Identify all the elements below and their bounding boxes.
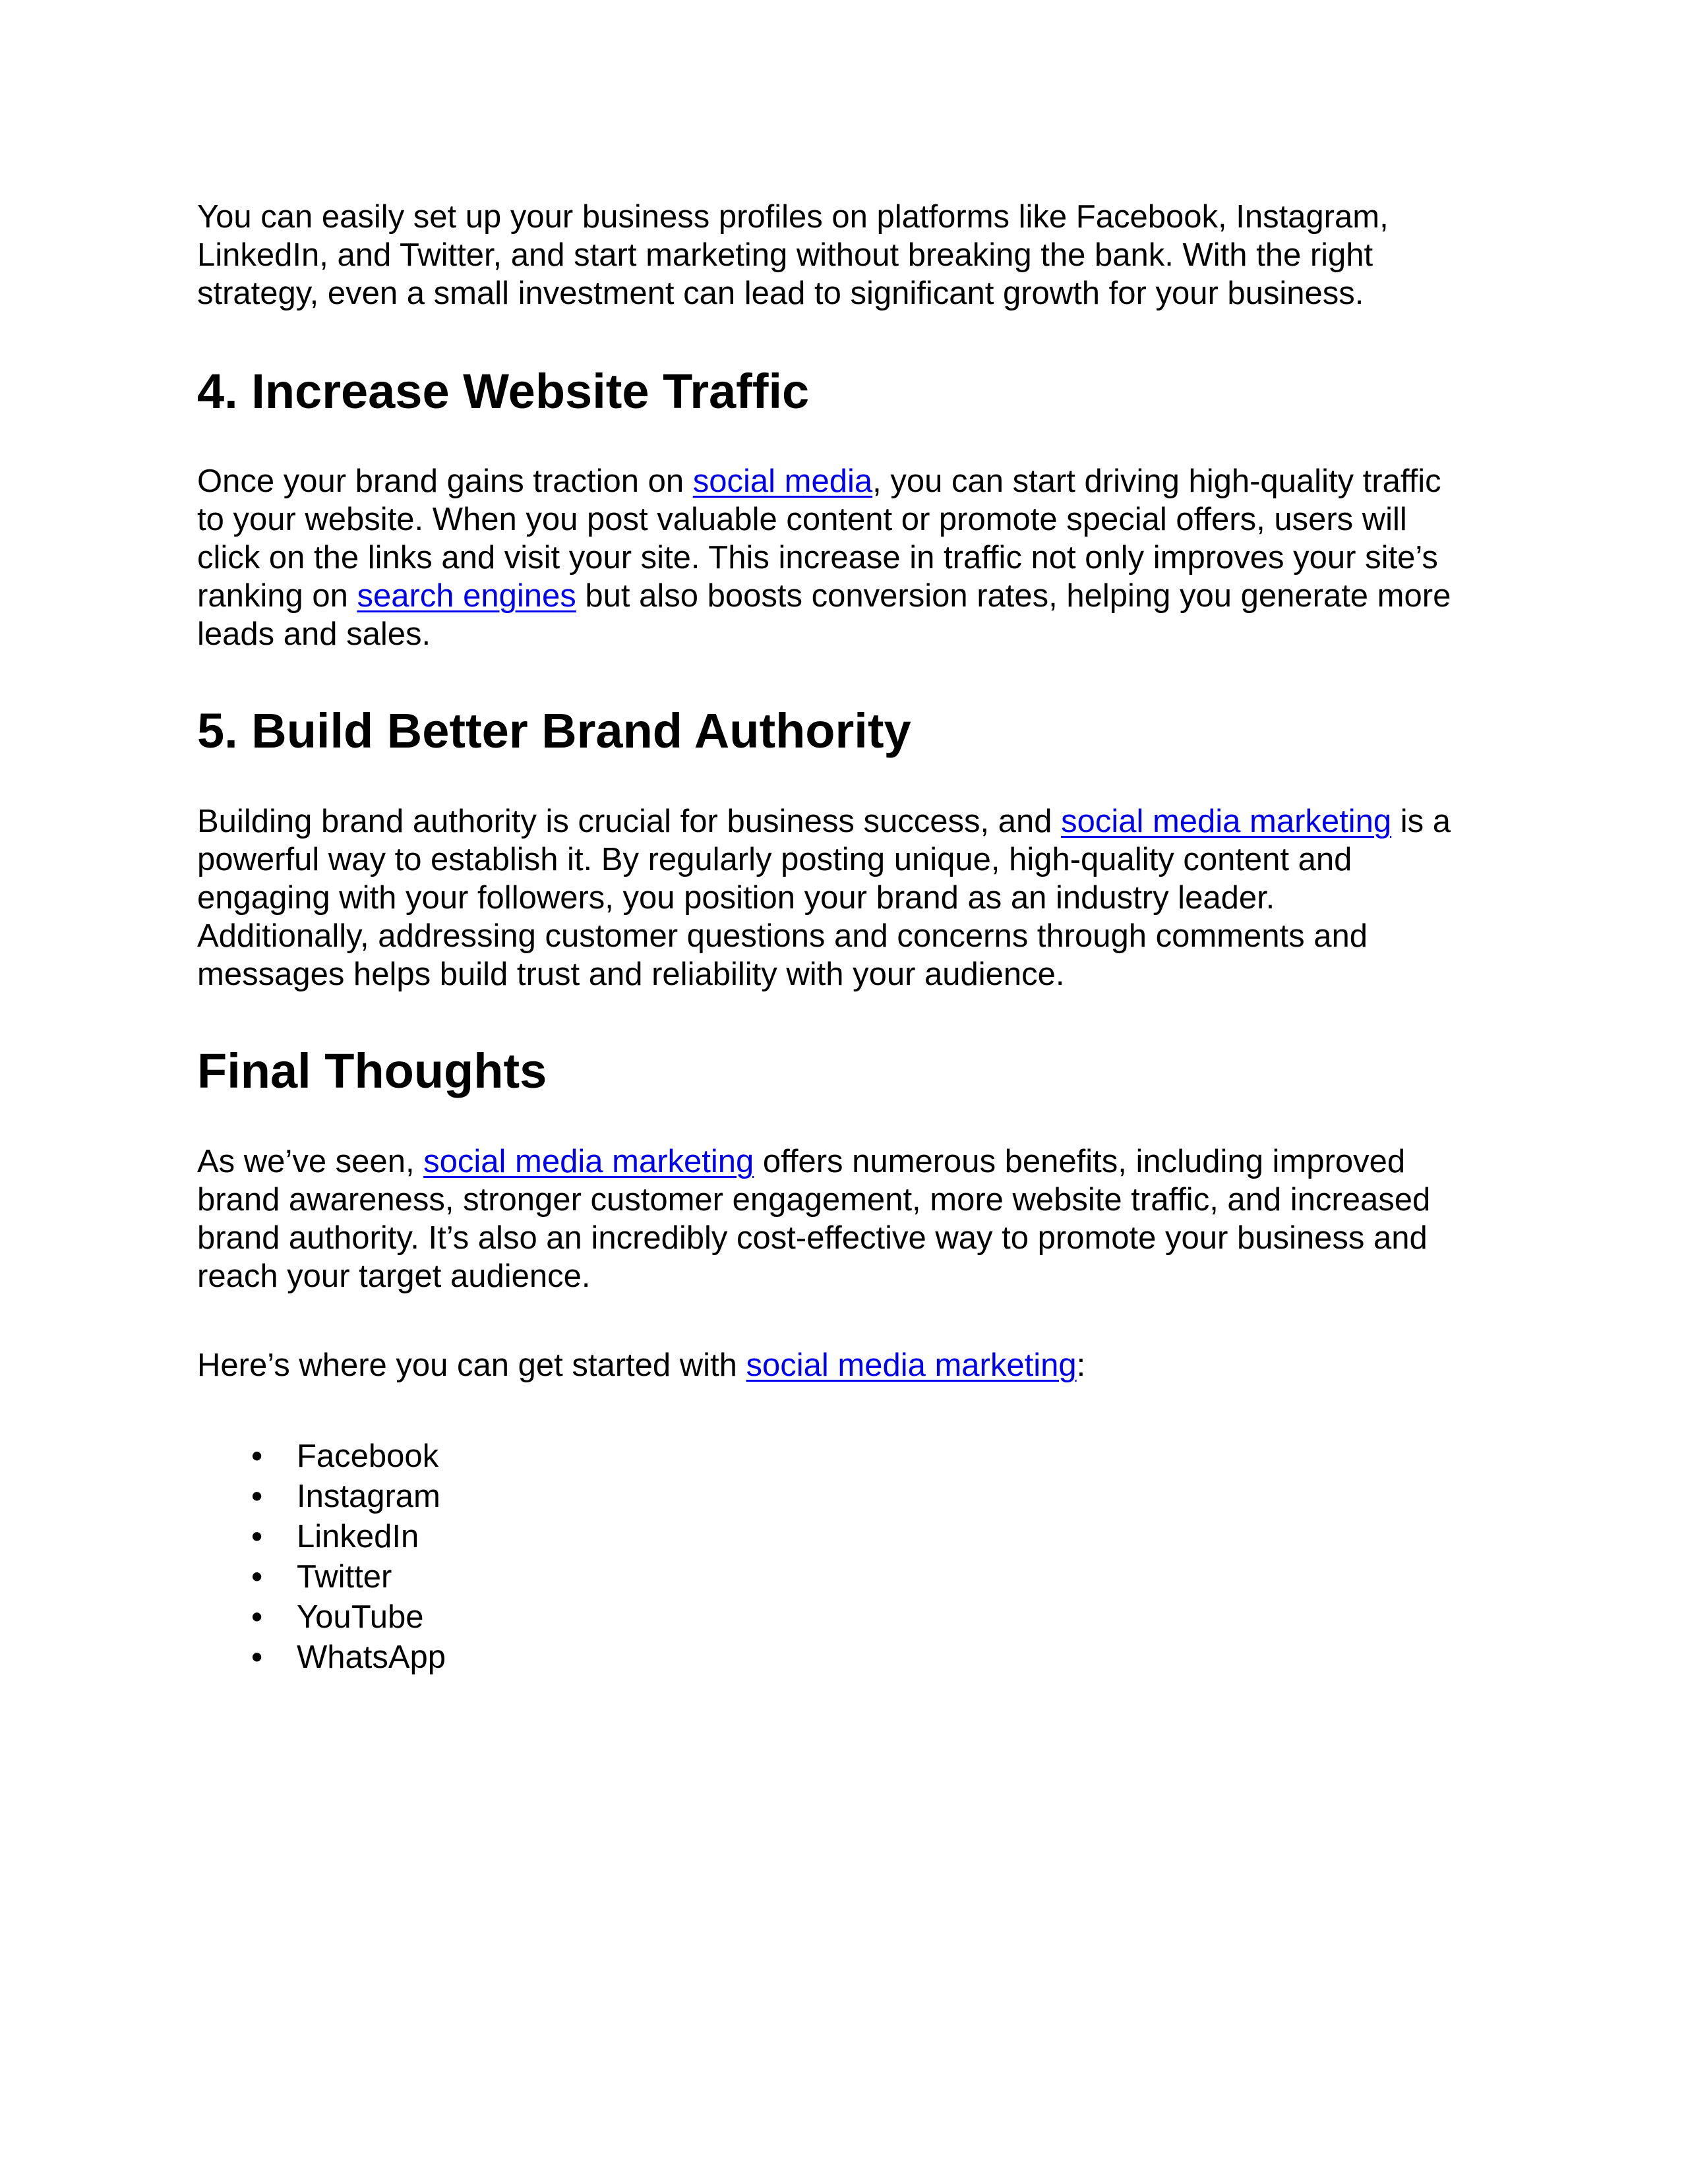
text-line <box>197 615 1516 653</box>
text-segment: powerful way to establish it. By regularly posting unique, high-quality content and <box>197 842 1352 877</box>
text-line <box>197 917 1516 955</box>
text-segment: messages helps build trust and reliability with your audience. <box>197 957 1065 992</box>
list-item <box>197 1517 1516 1557</box>
bullet-icon: • <box>251 1479 263 1514</box>
text-segment: reach your target audience. <box>197 1258 591 1294</box>
list-item <box>197 1477 1516 1517</box>
text-segment: leads and sales. <box>197 616 431 652</box>
text-segment: Here’s where you can get started with <box>197 1347 746 1383</box>
paragraph <box>197 198 1516 312</box>
text-segment: brand authority. It’s also an incredibly cost-effective way to promote your business and <box>197 1220 1428 1256</box>
text-segment: As we’ve seen, <box>197 1144 424 1179</box>
list-item <box>197 1557 1516 1597</box>
text-line <box>197 274 1516 312</box>
text-line <box>197 198 1516 236</box>
list-item-label: WhatsApp <box>297 1639 446 1675</box>
paragraph <box>197 802 1516 993</box>
text-segment: click on the links and visit your site. This increase in traffic not only improves your site’s <box>197 540 1438 576</box>
inline-link[interactable]: search engines <box>357 578 576 614</box>
text-segment: Building brand authority is crucial for business success, and <box>197 804 1062 839</box>
inline-link[interactable]: social media marketing <box>1061 804 1392 839</box>
text-segment: : <box>1076 1347 1086 1383</box>
bullet-icon: • <box>251 1438 263 1474</box>
text-line <box>197 879 1516 917</box>
section-heading: 4. Increase Website Traffic <box>197 364 810 419</box>
text-segment: ranking on <box>197 578 357 614</box>
bullet-icon: • <box>251 1639 263 1675</box>
text-segment: , you can start driving high-quality traffic <box>872 463 1441 499</box>
list-item-label: YouTube <box>297 1599 424 1635</box>
text-line <box>197 1257 1516 1295</box>
text-line <box>197 236 1516 274</box>
platform-list <box>197 1436 1516 1678</box>
text-line <box>197 1181 1516 1219</box>
bullet-icon: • <box>251 1519 263 1554</box>
text-line <box>197 1346 1516 1384</box>
inline-link[interactable]: social media marketing <box>423 1144 754 1179</box>
text-segment: brand awareness, stronger customer engagement, more website traffic, and increased <box>197 1182 1431 1218</box>
text-segment: offers numerous benefits, including improved <box>754 1144 1406 1179</box>
text-line <box>197 1219 1516 1257</box>
bullet-icon: • <box>251 1559 263 1595</box>
text-segment: Once your brand gains traction on <box>197 463 693 499</box>
text-segment: is a <box>1391 804 1451 839</box>
list-item-label: LinkedIn <box>297 1519 419 1554</box>
text-line <box>197 462 1516 500</box>
section-heading: Final Thoughts <box>197 1044 547 1098</box>
text-segment: You can easily set up your business profiles on platforms like Facebook, Instagram, <box>197 199 1389 235</box>
section-heading: 5. Build Better Brand Authority <box>197 703 911 758</box>
text-line <box>197 802 1516 841</box>
list-item-label: Facebook <box>297 1438 439 1474</box>
text-segment: engaging with your followers, you position your brand as an industry leader. <box>197 880 1275 916</box>
bullet-icon: • <box>251 1599 263 1635</box>
list-item <box>197 1638 1516 1678</box>
text-line <box>197 841 1516 879</box>
text-segment: Additionally, addressing customer questions and concerns through comments and <box>197 918 1368 954</box>
text-line <box>197 1142 1516 1181</box>
text-segment: to your website. When you post valuable content or promote special offers, users will <box>197 502 1407 537</box>
list-item <box>197 1597 1516 1638</box>
list-item-label: Instagram <box>297 1479 440 1514</box>
inline-link[interactable]: social media marketing <box>746 1347 1077 1383</box>
paragraph <box>197 1346 1516 1384</box>
text-line <box>197 577 1516 615</box>
paragraph <box>197 462 1516 653</box>
list-item-label: Twitter <box>297 1559 392 1595</box>
text-line <box>197 539 1516 577</box>
text-line <box>197 500 1516 539</box>
paragraph <box>197 1142 1516 1295</box>
text-segment: strategy, even a small investment can lead to significant growth for your business. <box>197 276 1364 311</box>
text-line <box>197 955 1516 993</box>
text-segment: LinkedIn, and Twitter, and start marketing without breaking the bank. With the right <box>197 237 1373 273</box>
inline-link[interactable]: social media <box>692 463 873 499</box>
text-segment: but also boosts conversion rates, helping you generate more <box>576 578 1451 614</box>
list-item <box>197 1436 1516 1477</box>
